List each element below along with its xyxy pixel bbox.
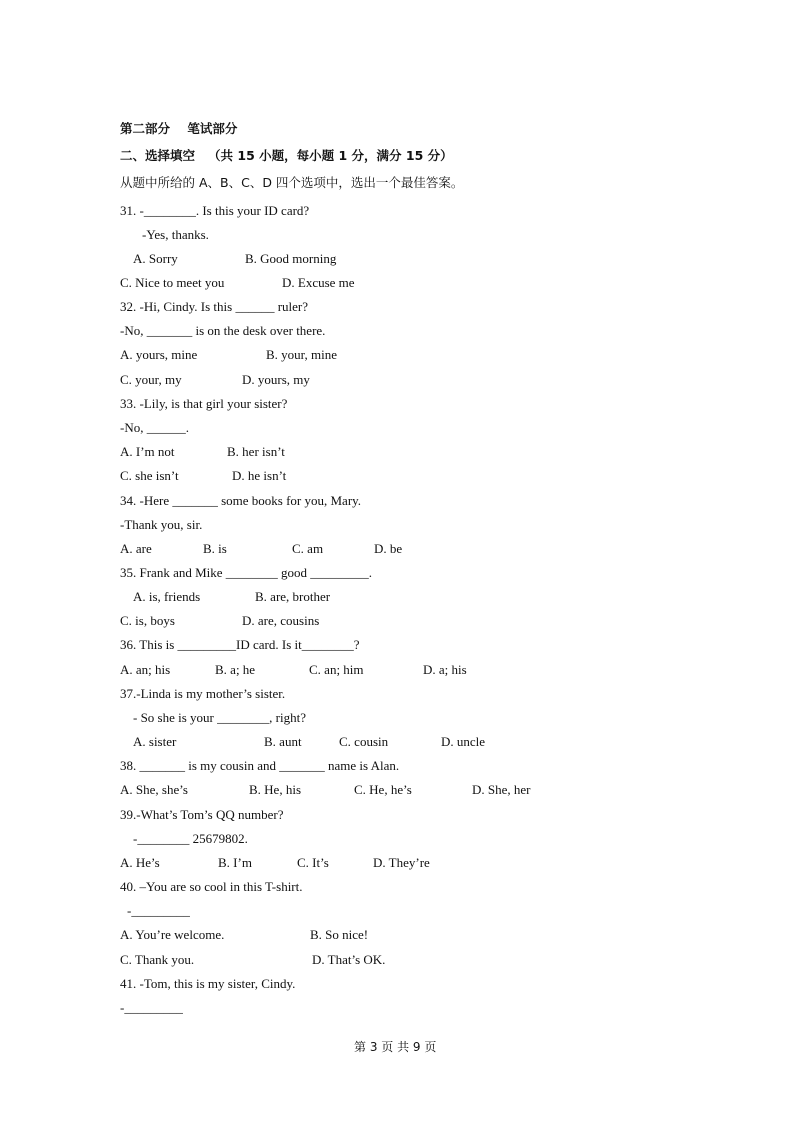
answer-option: C. Thank you. [120,952,195,967]
answer-option: D. he isn’t [232,468,287,483]
question-text: 41. -Tom, this is my sister, Cindy. [120,976,296,991]
answer-option: C. she isn’t [120,468,179,483]
answer-option: D. a; his [423,662,467,677]
answer-option: B. So nice! [310,927,369,942]
answer-option: D. are, cousins [242,613,320,628]
answer-option: B. a; he [215,662,256,677]
question-text: - So she is your ________, right? [133,710,306,725]
question-text: 33. -Lily, is that girl your sister? [120,396,288,411]
answer-option: A. I’m not [120,444,175,459]
answer-option: C. He, he’s [354,782,412,797]
question-text: 37.-Linda is my mother’s sister. [120,686,286,701]
answer-option: A. sister [133,734,177,749]
question-text: 35. Frank and Mike ________ good _________. [120,565,373,580]
answer-option: A. are [120,541,152,556]
section-title: 二、选择填空 （共 15 小题，每小题 1 分，满分 15 分） [120,148,453,163]
question-text: -No, _______ is on the desk over there. [120,323,326,338]
answer-option: A. You’re welcome. [120,927,225,942]
answer-option: A. She, she’s [120,782,188,797]
question-text: 31. -________. Is this your ID card? [120,203,310,218]
answer-option: C. your, my [120,372,182,387]
answer-option: B. Good morning [245,251,337,266]
answer-option: D. They’re [373,855,430,870]
answer-option: D. yours, my [242,372,310,387]
answer-option: D. She, her [472,782,531,797]
question-text: -Yes, thanks. [142,227,209,242]
answer-option: D. uncle [441,734,486,749]
answer-option: D. Excuse me [282,275,355,290]
question-text: -_________ [127,903,190,918]
question-text: 40. –You are so cool in this T-shirt. [120,879,303,894]
question-text: 39.-What’s Tom’s QQ number? [120,807,284,822]
answer-option: B. your, mine [266,347,337,362]
answer-option: B. aunt [264,734,302,749]
answer-option: C. It’s [297,855,329,870]
question-text: -_________ [120,1000,183,1015]
question-text: 36. This is _________ID card. Is it________? [120,637,360,652]
answer-option: A. yours, mine [120,347,198,362]
answer-option: C. cousin [339,734,389,749]
answer-option: A. an; his [120,662,171,677]
question-text: 32. -Hi, Cindy. Is this ______ ruler? [120,299,308,314]
answer-option: B. are, brother [255,589,331,604]
answer-option: C. is, boys [120,613,175,628]
answer-option: C. am [292,541,324,556]
answer-option: B. He, his [249,782,301,797]
question-text: -No, ______. [120,420,189,435]
answer-option: A. He’s [120,855,160,870]
answer-option: C. Nice to meet you [120,275,225,290]
answer-option: D. That’s OK. [312,952,386,967]
question-text: -________ 25679802. [133,831,248,846]
answer-option: A. is, friends [133,589,201,604]
page-footer: 第 3 页 共 9 页 [354,1040,437,1054]
answer-option: B. her isn’t [227,444,285,459]
question-text: -Thank you, sir. [120,517,203,532]
answer-option: C. an; him [309,662,364,677]
answer-option: A. Sorry [133,251,178,266]
instruction: 从题中所给的 A、B、C、D 四个选项中，选出一个最佳答案。 [120,175,464,190]
answer-option: B. is [203,541,227,556]
answer-option: B. I’m [218,855,252,870]
part-title: 第二部分 笔试部分 [120,121,238,136]
answer-option: D. be [374,541,403,556]
question-text: 38. _______ is my cousin and _______ name is Alan. [120,758,400,773]
question-text: 34. -Here _______ some books for you, Mary. [120,493,362,508]
